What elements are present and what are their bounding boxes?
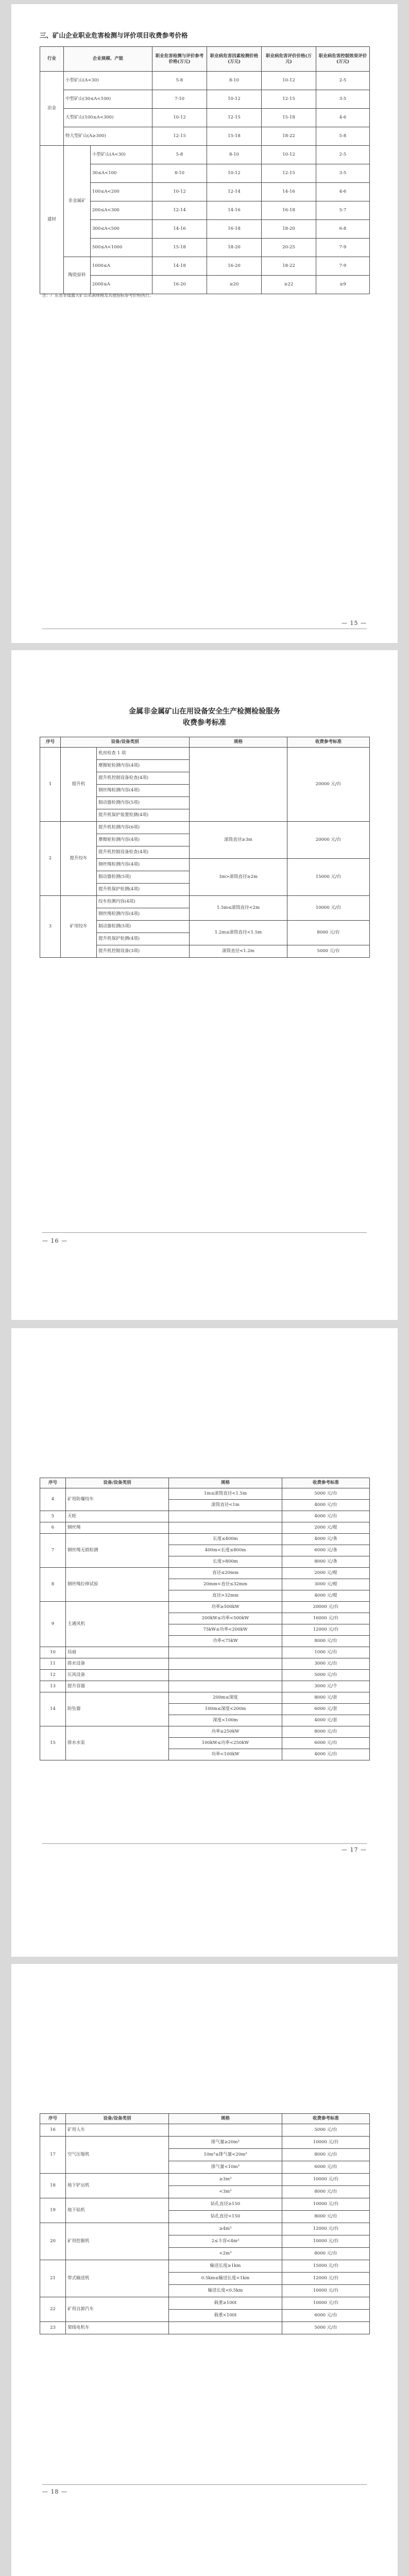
equipment-name: 带式输送机 — [66, 2260, 169, 2297]
price-cell: 12000 元/台 — [282, 1624, 370, 1636]
header-no: 序号 — [40, 2114, 66, 2124]
row-number: 2 — [40, 822, 61, 896]
spec-cell: <3m³ — [169, 2186, 282, 2198]
equipment-name: 天轮 — [66, 1511, 169, 1522]
scale-cell: 2000≤A — [91, 276, 152, 294]
inspection-item: 机房检查 1 项 — [97, 748, 190, 760]
table-row — [40, 257, 370, 276]
equipment-name: 主通风机 — [66, 1602, 169, 1647]
spec-cell: 3m>滚筒直径≥2m — [190, 859, 287, 896]
price-cell-2: 18-22 — [262, 257, 316, 276]
spec-cell: 400m<长度≤800m — [169, 1545, 282, 1556]
table-row — [40, 1681, 370, 1692]
price-cell-0: 14-16 — [152, 220, 207, 239]
spec-cell — [169, 1522, 282, 1534]
table-row — [40, 1534, 370, 1545]
industry-cell: 建材 — [40, 146, 64, 294]
price-cell-1: 8-10 — [207, 146, 262, 164]
spec-cell: 1.2m≤滚筒直径<1.5m — [190, 921, 287, 945]
spec-cell: 2≤斗容<4m³ — [169, 2235, 282, 2248]
price-cell: 8000 元/台 — [282, 1636, 370, 1647]
price-cell-2: 10-12 — [262, 72, 316, 90]
price-cell-1: 8-10 — [207, 72, 262, 90]
table-row — [40, 2198, 370, 2211]
spec-cell — [190, 748, 287, 822]
equipment-name: 压风设备 — [66, 1670, 169, 1681]
spec-cell — [169, 1647, 282, 1658]
header-equipment: 设备/设备类别 — [66, 2114, 169, 2124]
price-cell: 4000 元/根 — [282, 1590, 370, 1602]
table-row — [40, 1488, 370, 1500]
price-cell: 6000 元/台 — [282, 1738, 370, 1749]
price-cell: 10000 元/台 — [287, 896, 370, 921]
spec-cell: <2m³ — [169, 2248, 282, 2260]
header-equipment: 设备/设备类别 — [66, 1478, 169, 1488]
spec-cell: 功率≥500kW — [169, 1602, 282, 1613]
price-cell: 5000 元/台 — [287, 945, 370, 958]
row-number: 19 — [40, 2198, 66, 2223]
scale-cell: 特大型矿山(A≥300) — [64, 127, 152, 146]
row-number: 7 — [40, 1534, 66, 1568]
price-cell: 8000 元/条 — [282, 1556, 370, 1568]
document-page-16 — [11, 650, 398, 1320]
spec-cell: 直径≤20mm — [169, 1568, 282, 1579]
header-spec: 规格 — [169, 2114, 282, 2124]
inspection-item: 绞车检测内容(4项) — [97, 896, 190, 908]
table-row — [40, 1670, 370, 1681]
row-number: 23 — [40, 2322, 66, 2334]
spec-cell: 钻孔直径≥150 — [169, 2198, 282, 2211]
spec-cell: 功率<100kW — [169, 1749, 282, 1760]
price-cell-1: 10-12 — [207, 90, 262, 109]
price-cell-1: 15-18 — [207, 127, 262, 146]
scale-cell: 1000≤A — [91, 257, 152, 276]
table-row — [40, 109, 370, 127]
spec-cell — [169, 1681, 282, 1692]
inspection-item: 提升机保护装置检测(4项) — [97, 809, 190, 822]
table-row — [40, 90, 370, 109]
inspection-item: 摩擦轮检测内容(4项) — [97, 834, 190, 846]
header-evaluation: 职业病危害评价价格(万元) — [262, 47, 316, 72]
header-industry: 行业 — [40, 47, 64, 72]
row-number: 1 — [40, 748, 61, 822]
equipment-name: 矿用挖掘机 — [66, 2223, 169, 2260]
row-number: 5 — [40, 1511, 66, 1522]
price-cell: 8000 元/台 — [282, 2149, 370, 2161]
price-cell-2: 16-18 — [262, 201, 316, 220]
table-row — [40, 2223, 370, 2235]
price-cell-3: 5-7 — [316, 201, 370, 220]
price-cell: 10000 元/台 — [282, 2174, 370, 2186]
table-row — [40, 1726, 370, 1738]
price-cell: 5000 元/台 — [282, 2322, 370, 2334]
spec-cell: 载重≥100t — [169, 2297, 282, 2310]
equipment-name: 排水水泵 — [66, 1726, 169, 1760]
price-cell: 4000 元/套 — [282, 1715, 370, 1726]
row-number: 9 — [40, 1602, 66, 1647]
price-cell: 20000 元/台 — [282, 1602, 370, 1613]
table-row — [40, 1658, 370, 1670]
inspection-item: 钢丝绳检测内容(4项) — [97, 859, 190, 871]
subcategory-cell: 非金属矿 — [64, 146, 91, 257]
subcategory-cell: 陶瓷原料 — [64, 257, 91, 294]
inspection-item: 钢丝绳检测内容(4项) — [97, 785, 190, 797]
scale-cell: 300≤A<500 — [91, 220, 152, 239]
header-price: 收费参考标准 — [282, 2114, 370, 2124]
equipment-category: 提升机 — [61, 748, 97, 822]
equipment-inspection-table-1 — [40, 737, 370, 958]
spec-cell: 功率≥250kW — [169, 1726, 282, 1738]
price-cell: 10000 元/台 — [282, 2297, 370, 2310]
equipment-name: 空气压缩机 — [66, 2137, 169, 2174]
page-title-line1: 金属非金属矿山在用设备安全生产检测检验服务 — [129, 707, 280, 716]
table-row — [40, 146, 370, 164]
row-number: 17 — [40, 2137, 66, 2174]
price-cell: 4000 元/台 — [282, 1749, 370, 1760]
row-number: 6 — [40, 1522, 66, 1534]
scale-cell: 大型矿山(100≤A<300) — [64, 109, 152, 127]
table-row — [40, 2137, 370, 2149]
price-cell-2: 15-18 — [262, 109, 316, 127]
header-equipment: 设备/设备类别 — [61, 737, 190, 748]
spec-cell: 20mm<直径≤32mm — [169, 1579, 282, 1590]
scale-cell: 500≤A<1000 — [91, 239, 152, 257]
spec-cell — [169, 2124, 282, 2137]
price-cell: 20000 元/台 — [287, 822, 370, 859]
spec-cell — [169, 1658, 282, 1670]
price-cell: 8000 元/台 — [282, 2211, 370, 2223]
spec-cell: ≥4m³ — [169, 2223, 282, 2235]
table-note: 注：广东省非煤露天矿山采剥规模及其他指标参考价格执行。 — [42, 293, 154, 298]
row-number: 4 — [40, 1488, 66, 1511]
price-cell-3: 4-6 — [316, 109, 370, 127]
price-cell: 10000 元/台 — [282, 2198, 370, 2211]
inspection-item: 提升机控制设备检查(4项) — [97, 772, 190, 785]
document-page-18 — [11, 1964, 398, 2576]
price-cell-1: 12-14 — [207, 183, 262, 201]
header-no: 序号 — [40, 737, 61, 748]
spec-cell: 钻孔直径<150 — [169, 2211, 282, 2223]
price-cell: 15000 元/台 — [282, 2260, 370, 2273]
header-spec: 规格 — [190, 737, 287, 748]
price-cell-2: 12-15 — [262, 90, 316, 109]
price-cell: 3000 元/个 — [282, 1681, 370, 1692]
price-cell-3: 7-9 — [316, 257, 370, 276]
price-cell-2: 10-12 — [262, 146, 316, 164]
inspection-item: 制动器检测(5项) — [97, 871, 190, 884]
scale-cell: 小型矿山(A<30) — [64, 72, 152, 90]
price-cell-0: 12-15 — [152, 127, 207, 146]
equipment-name: 矿用人车 — [66, 2124, 169, 2137]
price-cell-1: 12-15 — [207, 109, 262, 127]
spec-cell: 载重<100t — [169, 2310, 282, 2322]
equipment-name: 地下铲运机 — [66, 2174, 169, 2198]
table-row — [40, 896, 370, 908]
equipment-name: 矿用防爆绞车 — [66, 1488, 169, 1511]
price-cell: 8000 元/套 — [282, 1692, 370, 1704]
spec-cell: 200m≤深度 — [169, 1692, 282, 1704]
page-number: — 15 — — [342, 620, 367, 626]
price-cell-1: ≥20 — [207, 276, 262, 294]
header-price: 收费参考标准 — [282, 1478, 370, 1488]
price-cell-1: 10-12 — [207, 164, 262, 183]
row-number: 12 — [40, 1670, 66, 1681]
inspection-item: 提升机保护检测(4项) — [97, 933, 190, 945]
header-spec: 规格 — [169, 1478, 282, 1488]
table-row — [40, 1511, 370, 1522]
price-cell: 8000 元/台 — [282, 2248, 370, 2260]
inspection-item: 提升机检测内容(6项) — [97, 822, 190, 834]
occupational-hazard-price-table — [40, 46, 370, 294]
row-number: 21 — [40, 2260, 66, 2297]
equipment-name: 钢丝绳 — [66, 1522, 169, 1534]
price-cell: 5000 元/台 — [282, 1670, 370, 1681]
price-cell: 3000 元/根 — [282, 1579, 370, 1590]
header-control-evaluation: 职业病危害控制效果评价(万元) — [316, 47, 370, 72]
price-cell: 12000 元/台 — [282, 2223, 370, 2235]
table-row — [40, 2124, 370, 2137]
spec-cell — [169, 1511, 282, 1522]
table-row — [40, 1692, 370, 1704]
price-cell: 8000 元/台 — [282, 1726, 370, 1738]
price-cell: 20000 元/台 — [287, 748, 370, 822]
price-cell: 10000 元/台 — [282, 2137, 370, 2149]
equipment-inspection-table-2 — [40, 1478, 370, 1760]
page-number: — 18 — — [42, 2488, 67, 2495]
inspection-item: 提升机保护检测(4项) — [97, 884, 190, 896]
price-cell: 4000 元/台 — [282, 1511, 370, 1522]
price-cell: 12000 元/台 — [282, 2273, 370, 2285]
price-cell-3: 6-8 — [316, 220, 370, 239]
price-cell-1: 18-20 — [207, 239, 262, 257]
table-row — [40, 1568, 370, 1579]
equipment-name: 架线电机车 — [66, 2322, 169, 2334]
spec-cell: 直径>32mm — [169, 1590, 282, 1602]
header-no: 序号 — [40, 1478, 66, 1488]
inspection-item: 制动器检测内容(5项) — [97, 797, 190, 809]
price-cell: 4000 元/台 — [282, 1500, 370, 1511]
price-cell-0: 14-18 — [152, 257, 207, 276]
equipment-name: 局扇 — [66, 1647, 169, 1658]
price-cell-3: 4-6 — [316, 183, 370, 201]
scale-cell: 100≤A<200 — [91, 183, 152, 201]
price-cell-3: 5-8 — [316, 127, 370, 146]
price-cell-0: 15-18 — [152, 239, 207, 257]
price-cell: 5000 元/台 — [282, 2124, 370, 2137]
price-cell-2: ≥22 — [262, 276, 316, 294]
row-number: 18 — [40, 2174, 66, 2198]
document-page-17 — [11, 1328, 398, 1957]
spec-cell: 滚筒直径<1.2m — [190, 945, 287, 958]
spec-cell — [169, 2322, 282, 2334]
price-cell-3: 2-5 — [316, 72, 370, 90]
row-number: 13 — [40, 1681, 66, 1692]
header-scale: 企业规模、产能 — [64, 47, 152, 72]
section-title: 三、矿山企业职业危害检测与评价项目收费参考价格 — [40, 31, 188, 39]
table-row — [40, 2260, 370, 2273]
price-cell-3: 7-9 — [316, 239, 370, 257]
price-cell-0: 5-8 — [152, 72, 207, 90]
row-number: 3 — [40, 896, 61, 958]
price-cell-1: 16-20 — [207, 257, 262, 276]
table-row — [40, 1602, 370, 1613]
header-detection-evaluation: 职业危害检测与评价参考价格(万元) — [152, 47, 207, 72]
price-cell-3: 3-5 — [316, 164, 370, 183]
spec-cell: 1m≤滚筒直径<1.5m — [169, 1488, 282, 1500]
row-number: 10 — [40, 1647, 66, 1658]
equipment-inspection-table-3 — [40, 2113, 370, 2334]
scale-cell: 中型矿山(30≤A<100) — [64, 90, 152, 109]
table-row — [40, 2322, 370, 2334]
header-price: 收费参考标准 — [287, 737, 370, 748]
industry-cell: 冶金 — [40, 72, 64, 146]
spec-cell: 1.5m≤滚筒直径<2m — [190, 896, 287, 921]
spec-cell: 输送长度≥1km — [169, 2260, 282, 2273]
price-cell: 8000 元/台 — [282, 2186, 370, 2198]
price-cell: 10000 元/台 — [282, 2235, 370, 2248]
spec-cell: 排气量<10m³ — [169, 2161, 282, 2174]
price-cell-1: 14-16 — [207, 201, 262, 220]
price-cell: 1000 元/台 — [282, 1647, 370, 1658]
equipment-category: 提升绞车 — [61, 822, 97, 896]
price-cell: 2000 元/根 — [282, 1522, 370, 1534]
page-title-line2: 收费参考标准 — [183, 719, 226, 727]
row-number: 14 — [40, 1692, 66, 1726]
equipment-name: 矿用自卸汽车 — [66, 2297, 169, 2322]
price-cell: 6000 元/台 — [282, 2161, 370, 2174]
spec-cell: 长度>800m — [169, 1556, 282, 1568]
document-page-15 — [11, 4, 398, 643]
spec-cell — [169, 1670, 282, 1681]
price-cell-3: ≥9 — [316, 276, 370, 294]
price-cell: 8000 元/台 — [287, 921, 370, 945]
spec-cell: 10m³≤排气量<20m³ — [169, 2149, 282, 2161]
spec-cell: 滚筒直径<1m — [169, 1500, 282, 1511]
equipment-name: 排水设备 — [66, 1658, 169, 1670]
price-cell-0: 10-12 — [152, 109, 207, 127]
inspection-item: 制动器检测(5项) — [97, 921, 190, 933]
row-number: 16 — [40, 2124, 66, 2137]
table-row — [40, 2297, 370, 2310]
price-cell: 2000 元/根 — [282, 1568, 370, 1579]
table-row — [40, 748, 370, 760]
inspection-item: 提升机控制设备(3项) — [97, 945, 190, 958]
price-cell: 5000 元/台 — [282, 1488, 370, 1500]
spec-cell: 滚筒直径≥3m — [190, 822, 287, 859]
price-cell: 6000 元/条 — [282, 1545, 370, 1556]
price-cell-0: 7-10 — [152, 90, 207, 109]
row-number: 11 — [40, 1658, 66, 1670]
row-number: 22 — [40, 2297, 66, 2322]
price-cell-2: 18-22 — [262, 127, 316, 146]
spec-cell: 功率<75kW — [169, 1636, 282, 1647]
price-cell-1: 16-18 — [207, 220, 262, 239]
scale-cell: 200≤A<300 — [91, 201, 152, 220]
spec-cell: 深度<100m — [169, 1715, 282, 1726]
page-divider — [42, 1232, 367, 1233]
price-cell-0: 16-20 — [152, 276, 207, 294]
price-cell: 6000 元/台 — [282, 2310, 370, 2322]
spec-cell: 75kW≤功率<200kW — [169, 1624, 282, 1636]
price-cell-0: 12-14 — [152, 201, 207, 220]
header-factor-detection: 职业病危害因素检测价格(万元) — [207, 47, 262, 72]
page-divider — [42, 1843, 367, 1844]
equipment-name: 防坠器 — [66, 1692, 169, 1726]
equipment-name: 提升容器 — [66, 1681, 169, 1692]
price-cell: 4000 元/条 — [282, 1534, 370, 1545]
page-number: — 17 — — [342, 1846, 367, 1853]
scale-cell: 小型矿山(A<30) — [91, 146, 152, 164]
table-row — [40, 1647, 370, 1658]
spec-cell: 长度≤400m — [169, 1534, 282, 1545]
inspection-item: 摩擦轮检测内容(4项) — [97, 760, 190, 772]
spec-cell: 100kW≤功率<250kW — [169, 1738, 282, 1749]
spec-cell: 输送长度<0.5km — [169, 2285, 282, 2297]
price-cell-2: 14-16 — [262, 183, 316, 201]
spec-cell: 100m≤深度<200m — [169, 1704, 282, 1715]
equipment-category: 矿用绞车 — [61, 896, 97, 958]
price-cell-0: 10-12 — [152, 183, 207, 201]
row-number: 15 — [40, 1726, 66, 1760]
price-cell: 15000 元/台 — [287, 859, 370, 896]
price-cell-3: 2-5 — [316, 146, 370, 164]
page-divider — [42, 2484, 367, 2485]
price-cell-3: 3-5 — [316, 90, 370, 109]
equipment-name: 钢丝绳无损检测 — [66, 1534, 169, 1568]
price-cell: 6000 元/套 — [282, 1704, 370, 1715]
table-row — [40, 1522, 370, 1534]
equipment-name: 地下钻机 — [66, 2198, 169, 2223]
scale-cell: 30≤A<100 — [91, 164, 152, 183]
price-cell-2: 12-15 — [262, 164, 316, 183]
price-cell-2: 18-20 — [262, 220, 316, 239]
price-cell: 10000 元/台 — [282, 2285, 370, 2297]
spec-cell: 200kW≤功率<500kW — [169, 1613, 282, 1624]
row-number: 8 — [40, 1568, 66, 1602]
inspection-item: 钢丝绳检测内容(4项) — [97, 908, 190, 921]
table-row — [40, 127, 370, 146]
price-cell: 16000 元/台 — [282, 1613, 370, 1624]
table-row — [40, 72, 370, 90]
spec-cell: 0.5km≤输送长度<1km — [169, 2273, 282, 2285]
equipment-name: 钢丝绳拉伸试验 — [66, 1568, 169, 1602]
spec-cell: 排气量≥20m³ — [169, 2137, 282, 2149]
spec-cell: ≥3m³ — [169, 2174, 282, 2186]
row-number: 20 — [40, 2223, 66, 2260]
table-row — [40, 2174, 370, 2186]
price-cell-2: 20-25 — [262, 239, 316, 257]
table-row — [40, 822, 370, 834]
page-number: — 16 — — [42, 1238, 67, 1244]
inspection-item: 提升机控制设备检查(4项) — [97, 846, 190, 859]
price-cell-0: 8-10 — [152, 164, 207, 183]
price-cell: 3000 元/台 — [282, 1658, 370, 1670]
price-cell-0: 5-8 — [152, 146, 207, 164]
